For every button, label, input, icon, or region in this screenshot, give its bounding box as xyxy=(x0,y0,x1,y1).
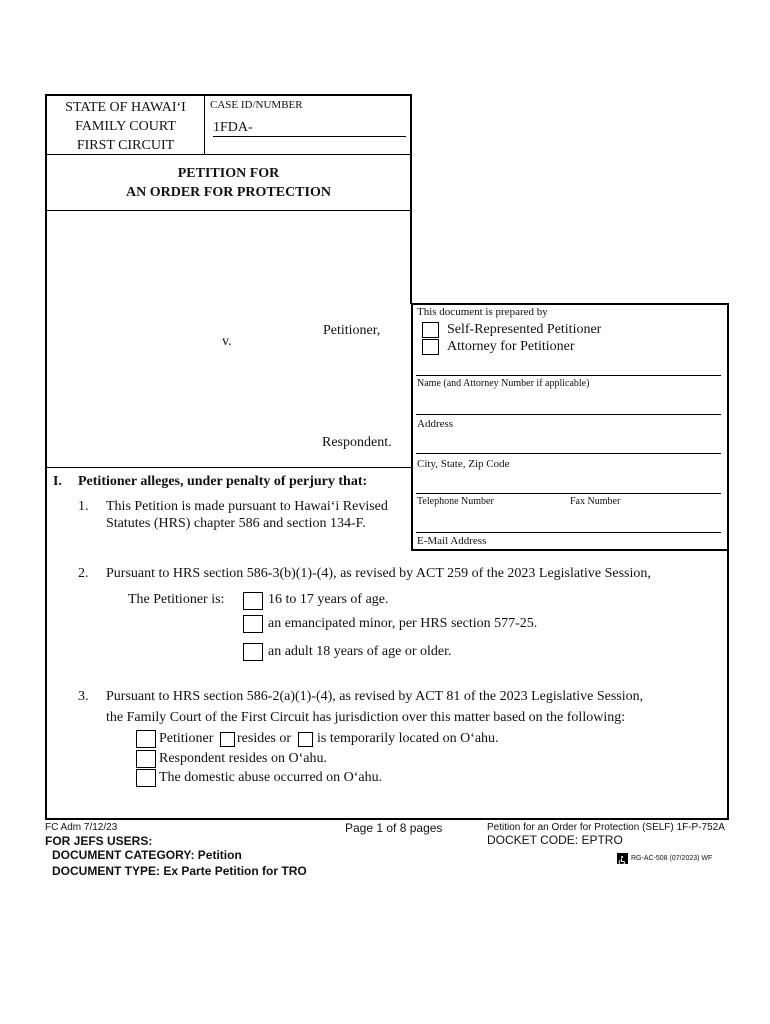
item3-number: 3. xyxy=(78,689,89,704)
telephone-field-line[interactable] xyxy=(416,493,721,494)
form-title: Petition for an Order for Protection (SELF) 1F-P-752A xyxy=(487,822,725,833)
address-field-label: Address xyxy=(417,418,454,430)
temporarily-located-label: is temporarily located on Oʻahu. xyxy=(317,731,499,746)
item3-line2: the Family Court of the First Circuit has jurisdiction over this matter based on the following: xyxy=(106,710,626,725)
emancipated-minor-label: an emancipated minor, per HRS section 577-25. xyxy=(268,616,538,631)
adult-label: an adult 18 years of age or older. xyxy=(268,644,452,659)
versus-label: v. xyxy=(222,334,232,349)
section-numeral: I. xyxy=(53,474,62,489)
caption-hline-2 xyxy=(45,210,412,211)
caption-divider-court xyxy=(204,94,205,154)
name-field-label: Name (and Attorney Number if applicable) xyxy=(417,378,590,389)
name-field-line[interactable] xyxy=(416,375,721,376)
self-represented-checkbox[interactable] xyxy=(422,322,439,338)
item3-line1: Pursuant to HRS section 586-2(a)(1)-(4), as revised by ACT 81 of the 2023 Legislative Session, xyxy=(106,689,644,704)
court-name-line2: FAMILY COURT xyxy=(75,119,176,134)
document-category: DOCUMENT CATEGORY: Petition xyxy=(52,848,242,862)
attorney-checkbox[interactable] xyxy=(422,339,439,355)
page-info: Page 1 of 8 pages xyxy=(345,821,443,835)
abuse-oahu-label: The domestic abuse occurred on Oʻahu. xyxy=(159,770,383,785)
self-represented-label: Self-Represented Petitioner xyxy=(447,322,602,337)
title-line2: AN ORDER FOR PROTECTION xyxy=(126,185,331,200)
jefs-heading: FOR JEFS USERS: xyxy=(45,834,153,848)
item1-line2: Statutes (HRS) chapter 586 and section 134-F. xyxy=(106,516,366,531)
caption-hline-3 xyxy=(45,467,412,468)
prepared-by-heading: This document is prepared by xyxy=(417,306,548,318)
age-16-17-checkbox[interactable] xyxy=(243,592,263,610)
case-id-field[interactable]: 1FDA- xyxy=(213,120,406,137)
item2-lead: The Petitioner is: xyxy=(128,592,225,607)
ada-form-code: RG-AC-508 (07/2023) WF xyxy=(631,855,713,862)
caption-right-border xyxy=(410,94,412,304)
temporarily-located-checkbox[interactable] xyxy=(298,732,313,747)
address-field-line[interactable] xyxy=(416,414,721,415)
age-16-17-label: 16 to 17 years of age. xyxy=(268,592,389,607)
caption-top-border xyxy=(45,94,412,96)
fax-field-label: Fax Number xyxy=(570,496,621,507)
item1-line1: This Petition is made pursuant to Hawaiʻi Revised xyxy=(106,499,388,514)
resides-label: resides or xyxy=(237,731,292,746)
petitioner-label: Petitioner, xyxy=(323,323,381,338)
page-bottom-border xyxy=(45,818,729,820)
resides-checkbox[interactable] xyxy=(220,732,235,747)
wheelchair-accessibility-icon xyxy=(617,853,628,864)
email-field-label: E-Mail Address xyxy=(417,535,487,547)
attorney-label: Attorney for Petitioner xyxy=(447,339,575,354)
abuse-oahu-checkbox[interactable] xyxy=(136,769,156,787)
petitioner-oahu-checkbox[interactable] xyxy=(136,730,156,748)
caption-left-border xyxy=(45,94,47,820)
telephone-field-label: Telephone Number xyxy=(417,496,494,507)
respondent-oahu-checkbox[interactable] xyxy=(136,750,156,768)
document-title xyxy=(47,164,410,202)
form-date: FC Adm 7/12/23 xyxy=(45,822,118,833)
court-name xyxy=(47,98,204,155)
email-field-line[interactable] xyxy=(416,532,721,533)
city-field-line[interactable] xyxy=(416,453,721,454)
petitioner-oahu-label: Petitioner xyxy=(159,731,214,746)
respondent-oahu-label: Respondent resides on Oʻahu. xyxy=(159,751,327,766)
case-id-label: CASE ID/NUMBER xyxy=(210,99,303,111)
court-name-line3: FIRST CIRCUIT xyxy=(76,138,175,153)
title-line1: PETITION FOR xyxy=(177,166,280,181)
document-type: DOCUMENT TYPE: Ex Parte Petition for TRO xyxy=(52,864,307,878)
court-name-line1: STATE OF HAWAIʻI xyxy=(65,100,186,115)
item1-number: 1. xyxy=(78,499,89,514)
docket-code: DOCKET CODE: EPTRO xyxy=(487,833,623,847)
city-field-label: City, State, Zip Code xyxy=(417,458,510,470)
item2-text: Pursuant to HRS section 586-3(b)(1)-(4), as revised by ACT 259 of the 2023 Legislative Session, xyxy=(106,566,651,581)
adult-checkbox[interactable] xyxy=(243,643,263,661)
respondent-label: Respondent. xyxy=(322,435,392,450)
item2-number: 2. xyxy=(78,566,89,581)
section-heading: Petitioner alleges, under penalty of perjury that: xyxy=(78,474,368,489)
emancipated-minor-checkbox[interactable] xyxy=(243,615,263,633)
